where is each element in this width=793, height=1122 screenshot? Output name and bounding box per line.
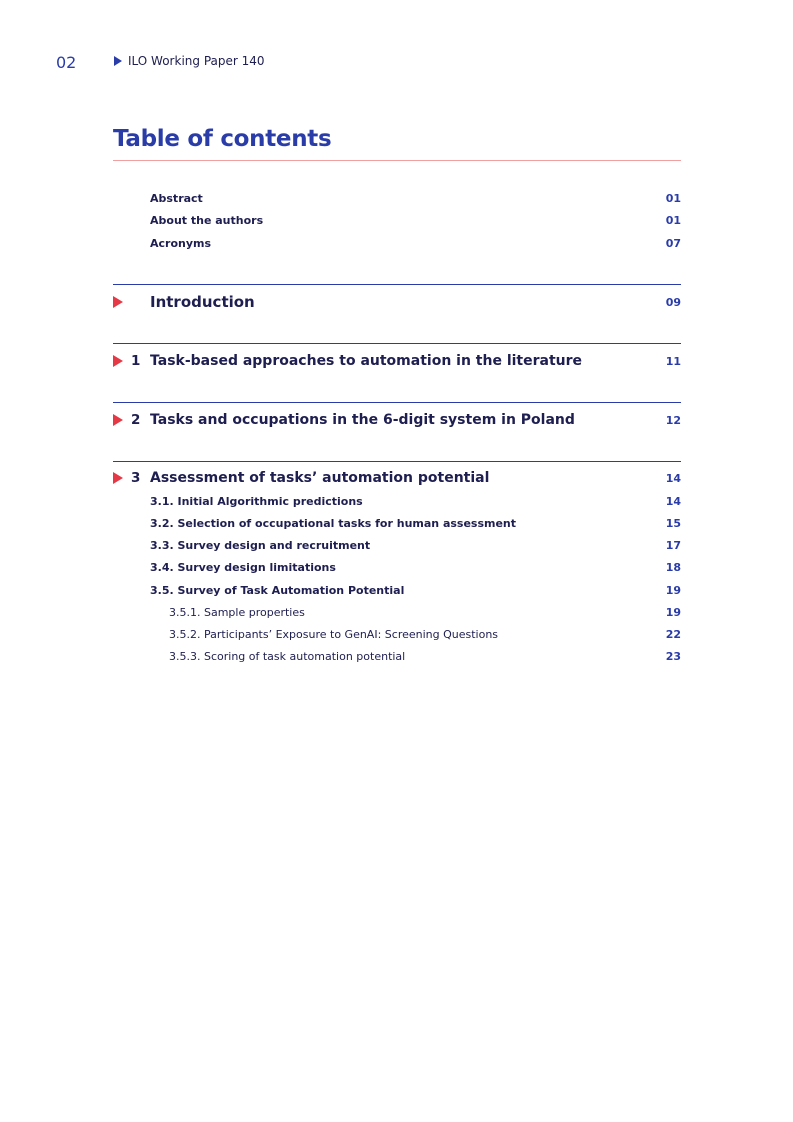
toc-entry-page: 07 [665, 237, 681, 250]
section-divider [113, 284, 681, 285]
page-number: 02 [56, 53, 77, 72]
toc-entry-section-3-2[interactable] [113, 517, 681, 530]
toc-entry-introduction[interactable] [113, 293, 681, 311]
toc-entry-chapter-3[interactable] [113, 470, 681, 486]
toc-entry-acronyms[interactable] [113, 237, 681, 250]
toc-entry-label: 3.5.2. Participants’ Exposure to GenAI: Screening Questions [169, 628, 499, 641]
toc-entry-page: 01 [665, 192, 681, 205]
toc-entry-subsection-3-5-1[interactable] [113, 606, 681, 619]
play-triangle-icon [113, 414, 123, 426]
toc-entry-page: 17 [665, 539, 681, 552]
section-marker [113, 355, 131, 367]
toc-entry-label: Acronyms [150, 237, 212, 250]
toc-entry-page: 22 [665, 628, 681, 641]
toc-entry-chapter-1[interactable] [113, 353, 681, 369]
play-triangle-icon [113, 296, 123, 308]
toc-entry-page: 18 [665, 561, 681, 574]
toc-entry-abstract[interactable] [113, 192, 681, 205]
toc-entry-page: 14 [665, 495, 681, 508]
toc-entry-section-3-1[interactable] [113, 495, 681, 508]
section-divider [113, 461, 681, 462]
toc-entry-page: 01 [665, 214, 681, 227]
toc-entry-page: 23 [665, 650, 681, 663]
toc-entry-label: Assessment of tasks’ automation potential [150, 470, 490, 486]
toc-entry-label: Abstract [150, 192, 203, 205]
section-marker [113, 414, 131, 426]
toc-entry-label: 3.5. Survey of Task Automation Potential [150, 584, 405, 597]
section-divider [113, 402, 681, 403]
section-marker [113, 296, 131, 308]
toc-entry-label: 3.5.1. Sample properties [169, 606, 305, 619]
play-triangle-icon [114, 56, 122, 66]
toc-entry-about-the-authors[interactable] [113, 214, 681, 227]
toc-entry-subsection-3-5-3[interactable] [113, 650, 681, 663]
chapter-number: 2 [131, 412, 141, 428]
toc-entry-label: Task-based approaches to automation in the literature [150, 353, 583, 369]
toc-entry-page: 12 [665, 413, 681, 427]
title-divider [113, 160, 681, 161]
toc-entry-page: 15 [665, 517, 681, 530]
toc-entry-label: 3.2. Selection of occupational tasks for human assessment [150, 517, 517, 530]
toc-entry-label: 3.4. Survey design limitations [150, 561, 336, 574]
chapter-number: 3 [131, 470, 141, 486]
toc-entry-label: About the authors [150, 214, 264, 227]
play-triangle-icon [113, 355, 123, 367]
toc-entry-page: 09 [665, 295, 681, 309]
page-title: Table of contents [113, 126, 332, 152]
toc-entry-label: 3.3. Survey design and recruitment [150, 539, 371, 552]
toc-entry-page: 14 [665, 471, 681, 485]
toc-entry-page: 11 [665, 354, 681, 368]
toc-entry-chapter-2[interactable] [113, 412, 681, 428]
toc-entry-section-3-4[interactable] [113, 561, 681, 574]
running-header [114, 54, 265, 68]
running-title: ILO Working Paper 140 [128, 54, 265, 68]
toc-entry-label: Introduction [150, 293, 255, 311]
toc-entry-section-3-3[interactable] [113, 539, 681, 552]
toc-entry-label: 3.5.3. Scoring of task automation potential [169, 650, 406, 663]
section-divider [113, 343, 681, 344]
toc-entry-label: Tasks and occupations in the 6-digit system in Poland [150, 412, 575, 428]
chapter-number: 1 [131, 353, 141, 369]
toc-entry-page: 19 [665, 584, 681, 597]
toc-entry-section-3-5[interactable] [113, 584, 681, 597]
play-triangle-icon [113, 472, 123, 484]
toc-entry-page: 19 [665, 606, 681, 619]
toc-entry-subsection-3-5-2[interactable] [113, 628, 681, 641]
toc-entry-label: 3.1. Initial Algorithmic predictions [150, 495, 363, 508]
section-marker [113, 472, 131, 484]
